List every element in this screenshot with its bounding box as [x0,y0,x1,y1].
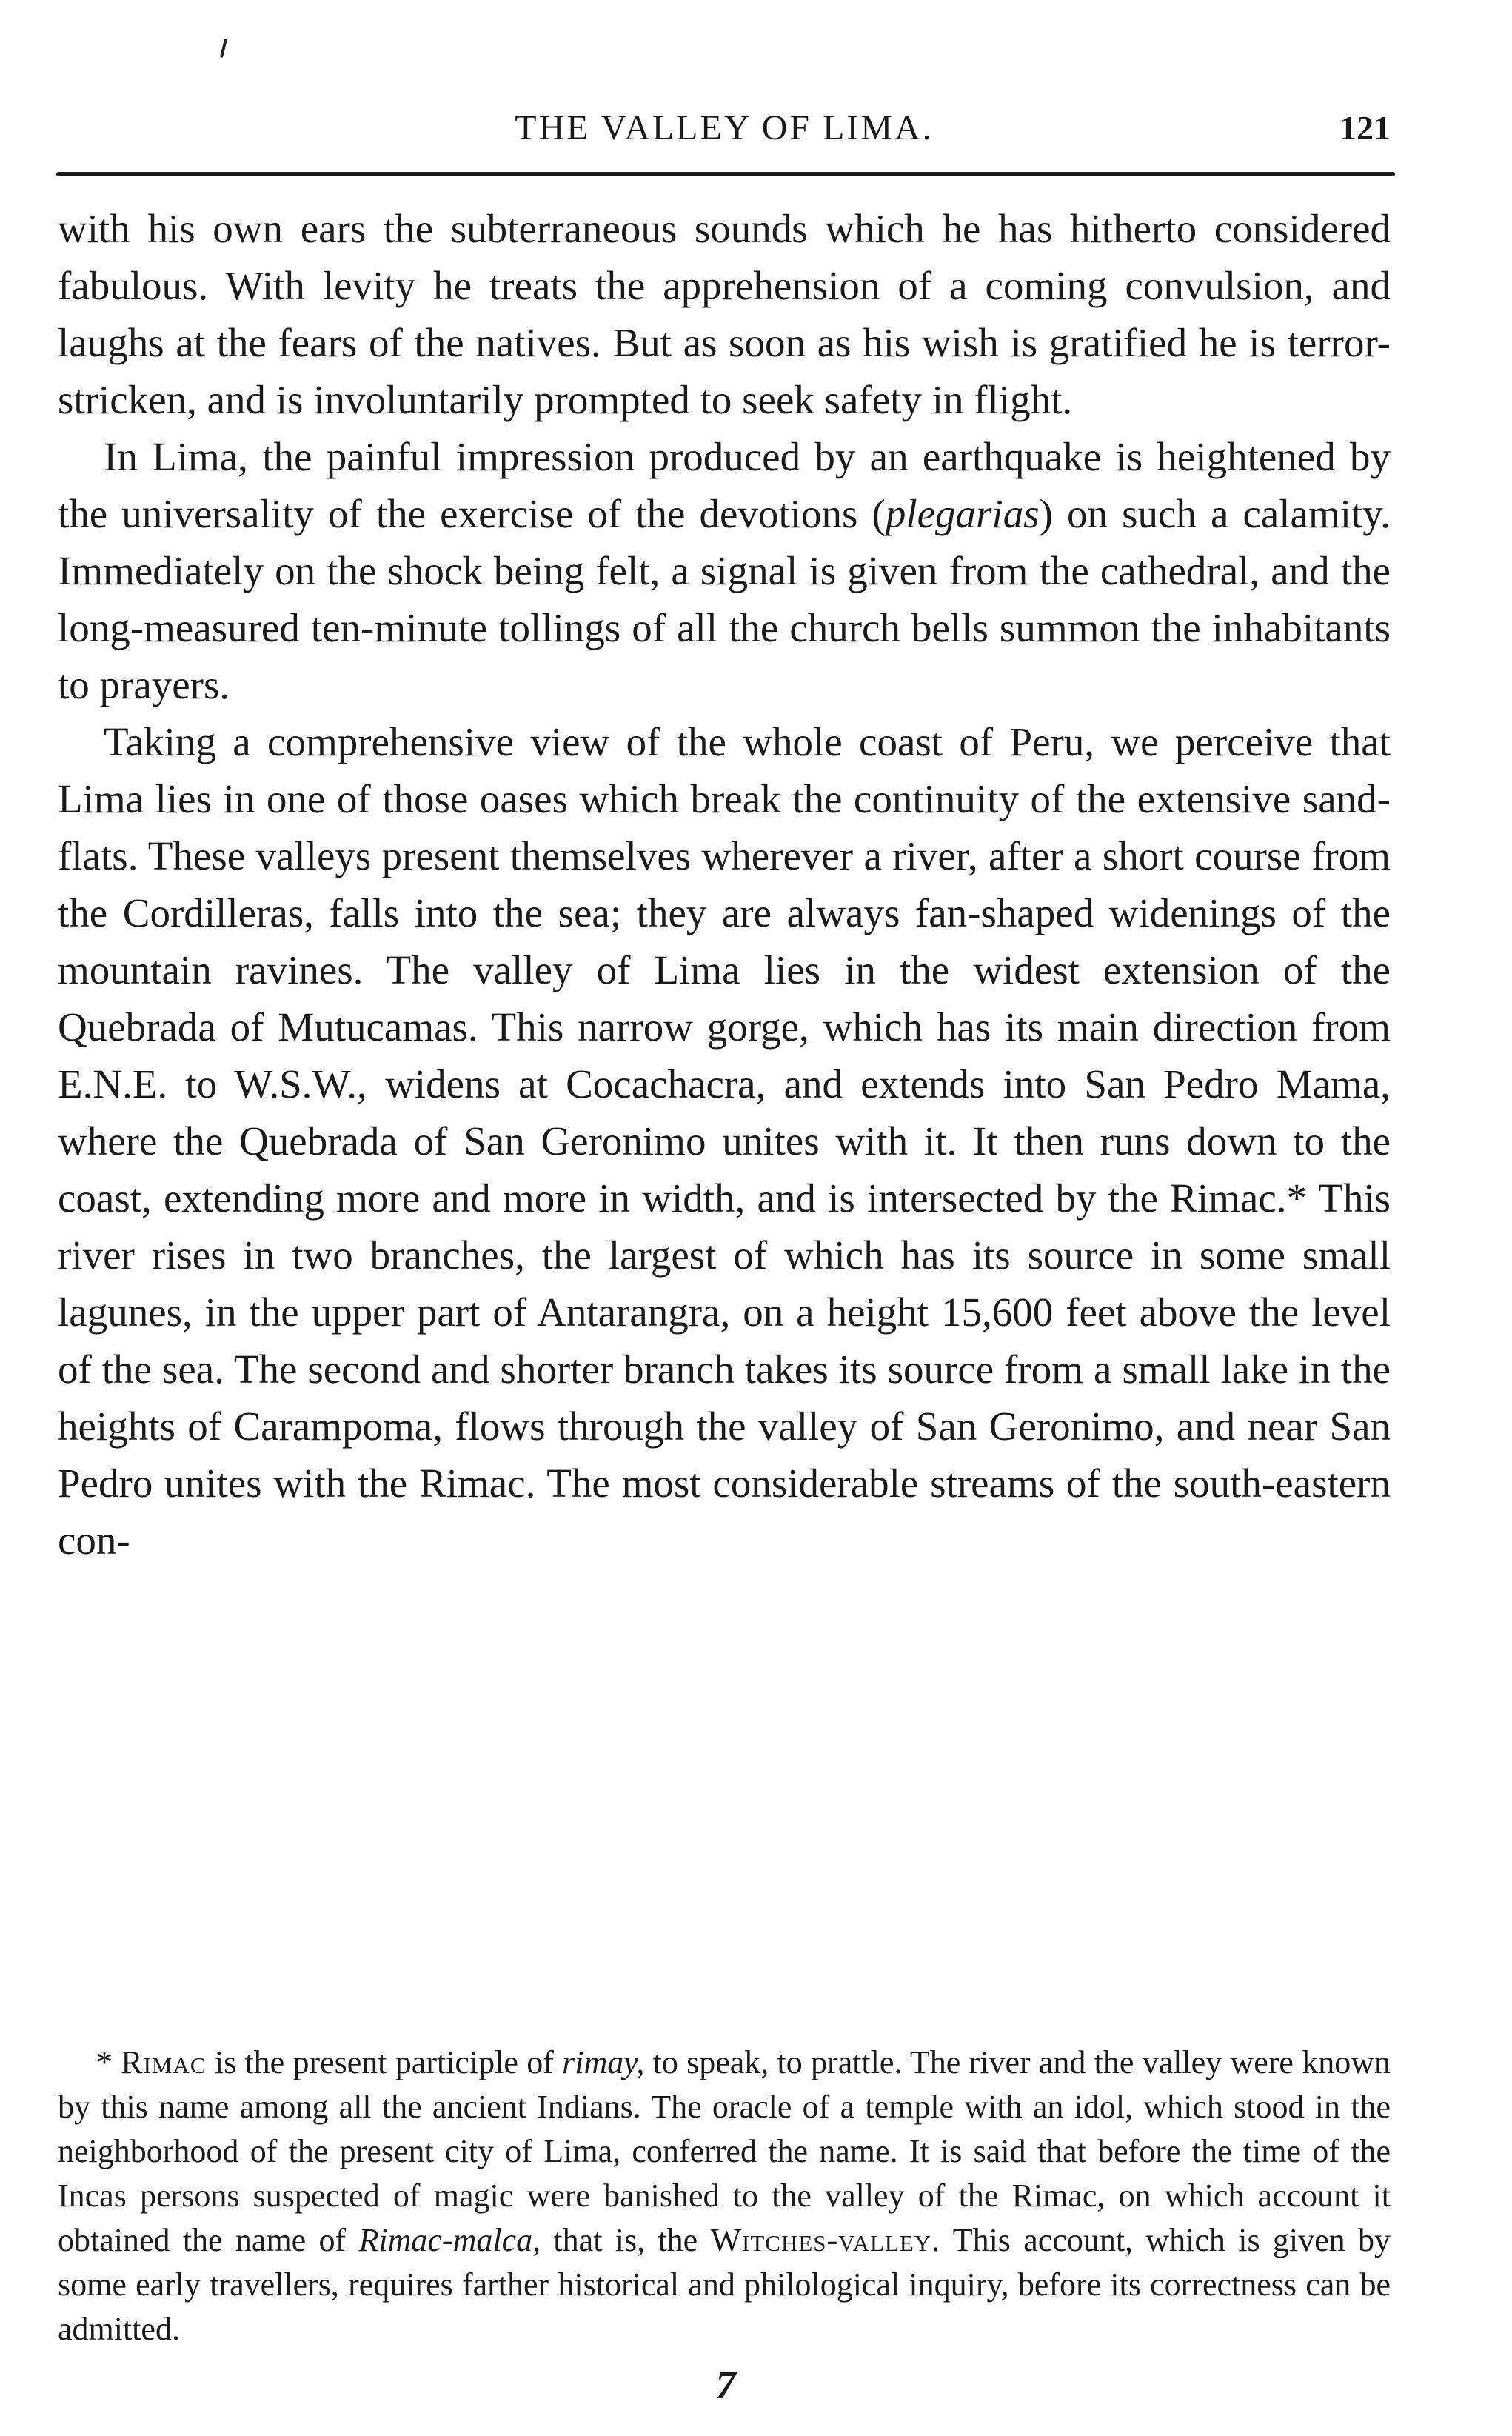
footnote-italic-2: Rimac-malca, [358,2222,541,2258]
running-title: THE VALLEY OF LIMA. [515,108,934,147]
footnote-text-3: that is, the [541,2222,711,2258]
footnote [58,2040,1391,2352]
stray-ink-mark [220,39,227,58]
header-rule [56,172,1395,176]
paragraph-2-end: ) on such a calamity. Immediately on the shock being felt, a signal is given from the cathedral, and the long-measured ten-minute tollings of all the church bells summon the inhabitants to prayers. [58,491,1391,707]
footnote-marker: * [96,2044,121,2080]
footnote-term: Rimac [121,2044,207,2080]
footnote-italic-1: rimay, [562,2044,645,2080]
paragraph-2 [58,428,1391,713]
page-header [58,102,1391,154]
footnote-text-4: This account, which is given by some early travellers, requires farther historical and philological inquiry, before its correctness can be admitted. [58,2222,1391,2347]
body-text [58,200,1391,1569]
footnote-text-1: is the present participle of [206,2044,563,2080]
paragraph-1: with his own ears the subterraneous sounds which he has hitherto considered fabulous. With levity he treats the apprehension of a coming convulsion, and laughs at the fears of the natives. But as soon as his wish is gratified he is terror-stricken, and is involuntarily prompted to seek safety in flight. [58,206,1391,422]
footnote-smallcaps-2: Witches-valley. [710,2222,941,2258]
paragraph-2-start: In Lima, the painful impression produced by an earthquake is heightened by the universality of the exercise of the devotions ( [58,434,1391,536]
paragraph-3: Taking a comprehensive view of the whole coast of Peru, we perceive that Lima lies in one of those oases which break the continuity of the extensive sand-flats. These valleys present themselves wherever a river, after a short course from the Cordilleras, falls into the sea; they are always fan-shaped widenings of the mountain ravines. The valley of Lima lies in the widest extension of the Quebrada of Mutucamas. This narrow gorge, which has its main direction from E.N.E. to W.S.W., widens at Cocachacra, and extends into San Pedro Mama, where the Quebrada of San Geronimo unites with it. It then runs down to the coast, extending more and more in width, and is intersected by the Rimac.* This river rises in two branches, the largest of which has its source in some small lagunes, in the upper part of Antarangra, on a height 15,600 feet above the level of the sea. The second and shorter branch takes its source from a small lake in the heights of Carampoma, flows through the valley of San Geronimo, and near San Pedro unites with the Rimac. The most considerable streams of the south-eastern con- [58,719,1391,1563]
signature-mark: 7 [715,2363,736,2407]
page-number: 121 [1339,109,1391,147]
footnote-text-2: to speak, to prattle. The river and the valley were known by this name among all the ancient Indians. The oracle of a temple with an idol, which stood in the neighborhood of the present city of Lima, conferred the name. It is said that before the time of the Incas persons suspected of magic were banished to the valley of the Rimac, on which account it obtained the name of [58,2044,1391,2258]
paragraph-2-italic-term: plegarias [885,491,1040,536]
